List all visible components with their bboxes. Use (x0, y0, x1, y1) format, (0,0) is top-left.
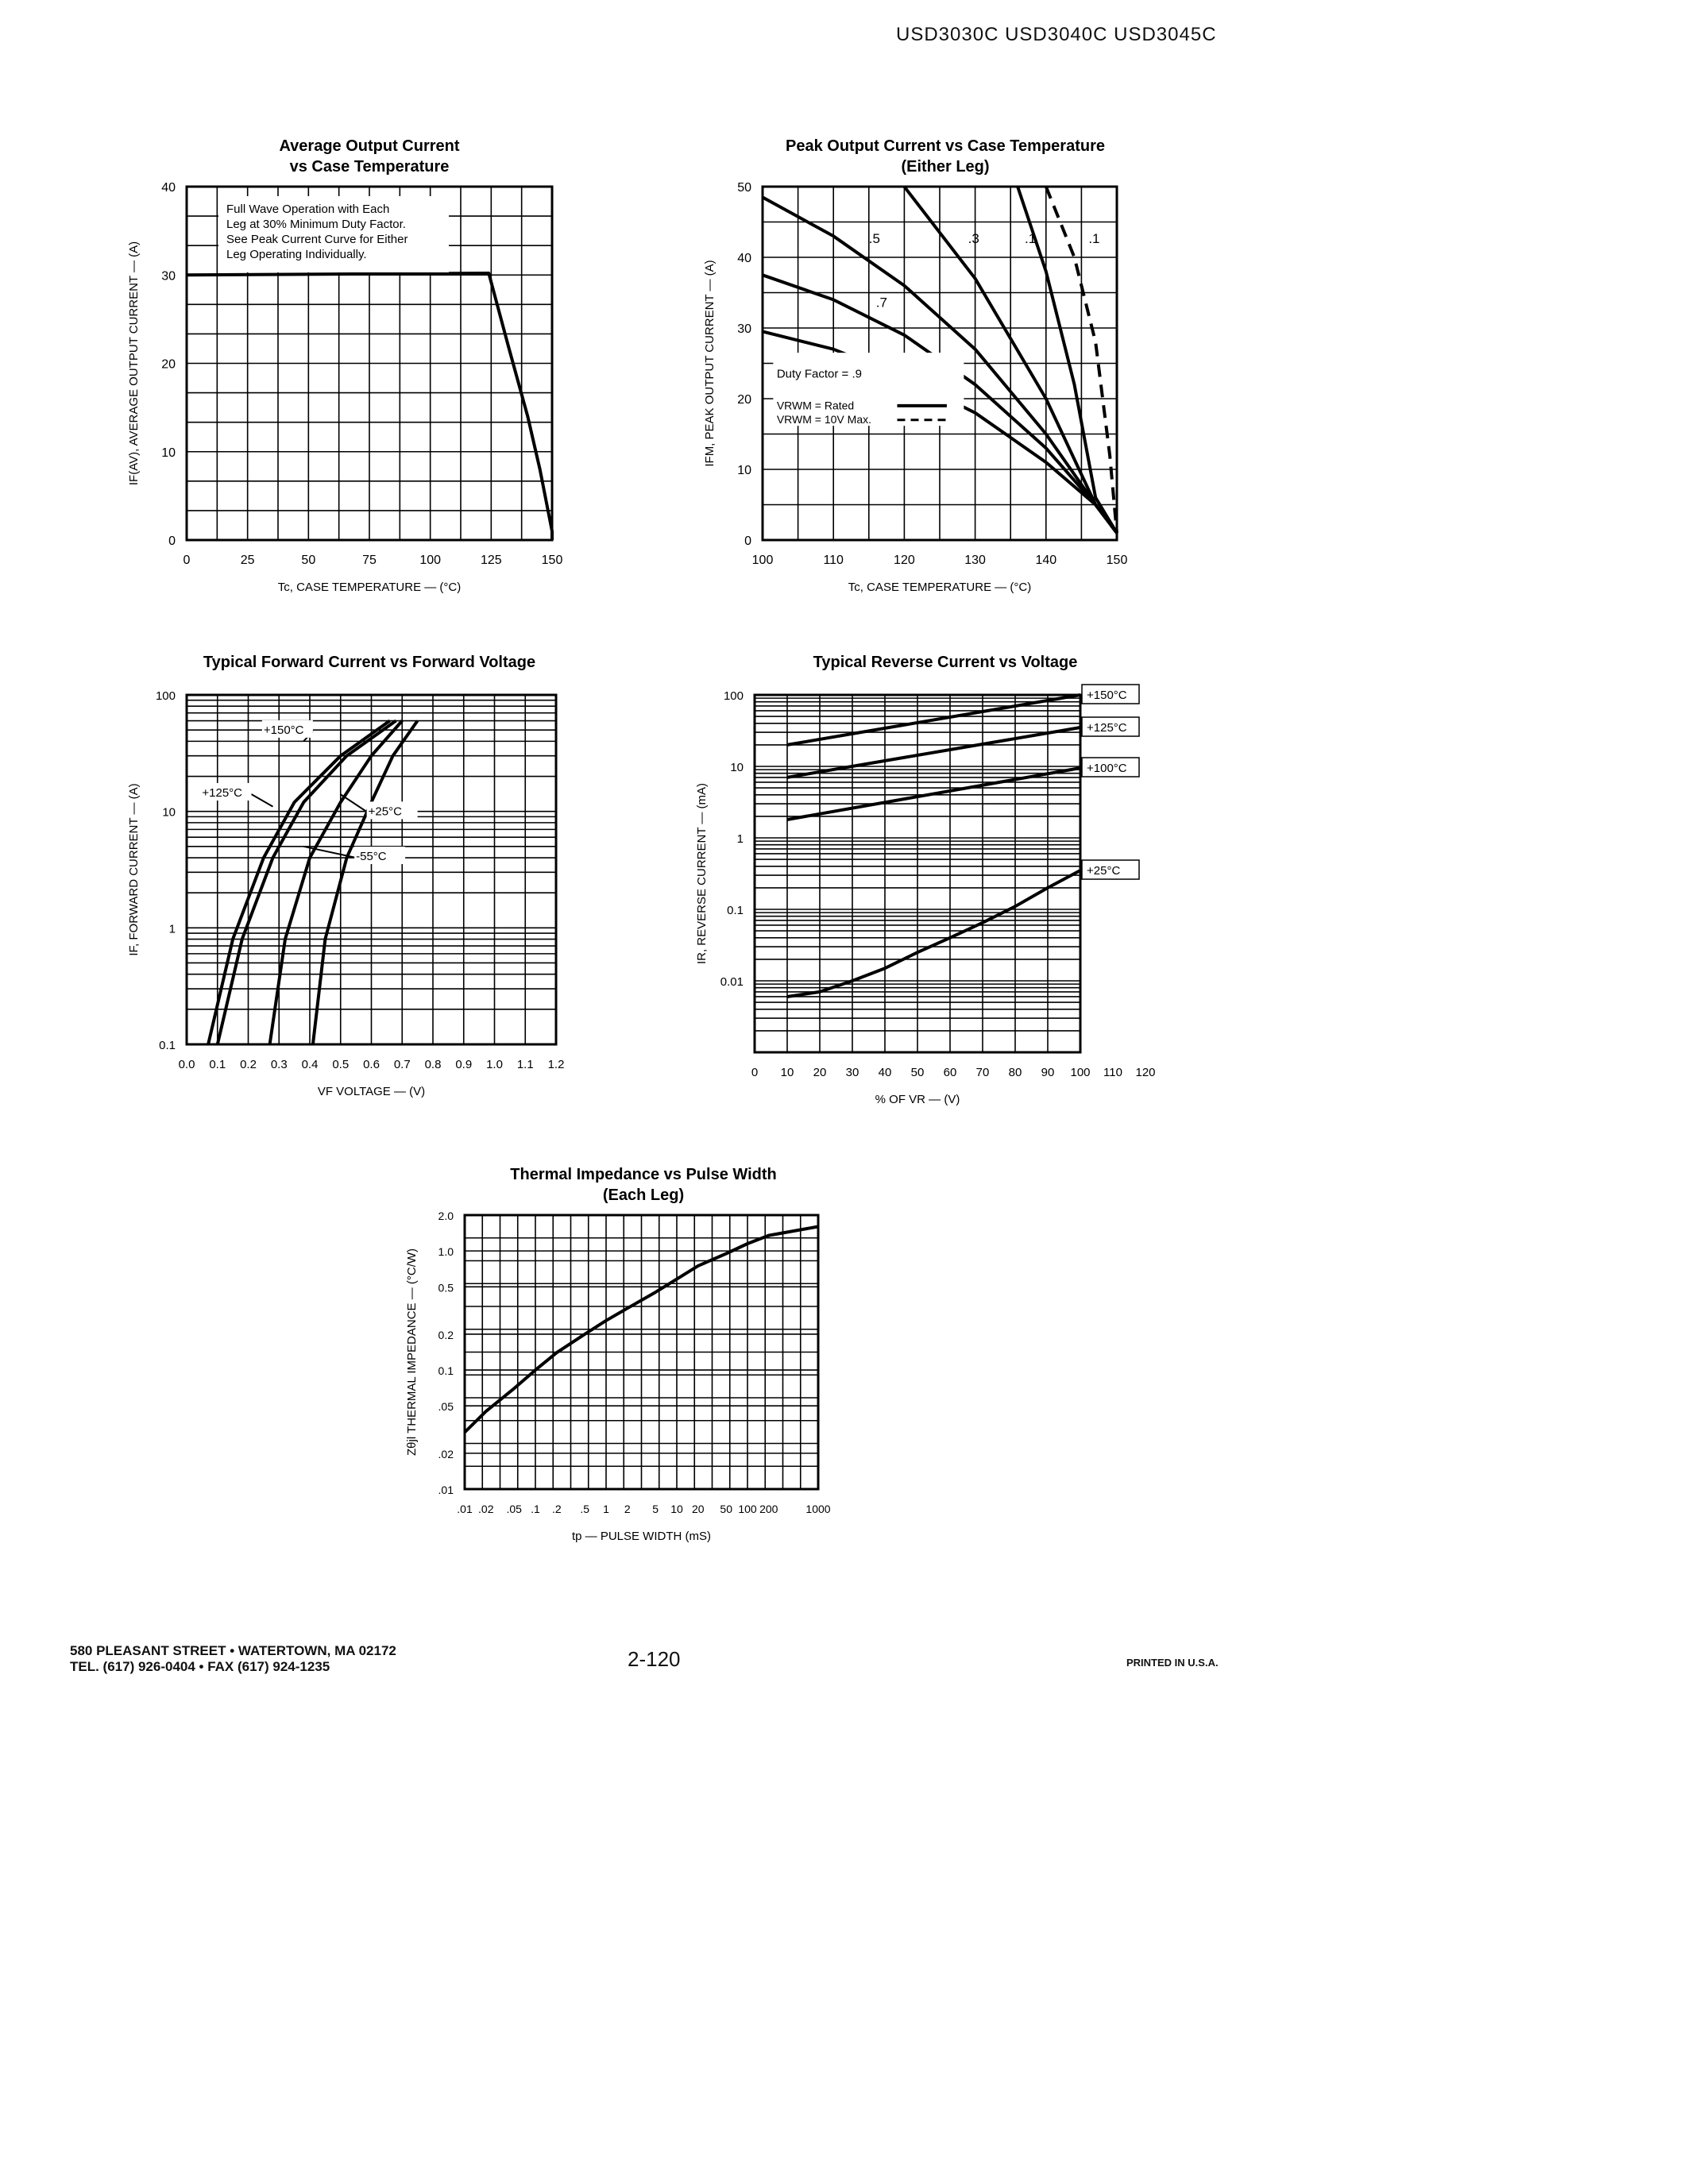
x-tick-label: .01 (457, 1503, 473, 1515)
x-tick-label: 0.0 (178, 1058, 195, 1071)
x-tick-label: 100 (419, 554, 442, 567)
x-axis-label: VF VOLTAGE — (V) (317, 1085, 426, 1098)
series-line (787, 870, 1080, 997)
y-tick-label: .02 (438, 1447, 454, 1461)
x-tick-label: 200 (759, 1503, 778, 1515)
series-label: +125°C (202, 785, 242, 800)
x-tick-label: 1.2 (547, 1058, 565, 1071)
x-tick-label: 10 (780, 1066, 794, 1079)
y-tick-label: 10 (161, 446, 176, 460)
chart-title: Average Output Current (279, 137, 460, 155)
x-tick-label: 10 (670, 1503, 683, 1515)
y-tick-label: 30 (161, 269, 176, 284)
series-label: +25°C (1087, 864, 1121, 878)
chart-title: Peak Output Current vs Case Temperature (786, 137, 1105, 155)
y-tick-label: 20 (161, 357, 176, 372)
y-tick-label: 0 (168, 534, 176, 548)
y-tick-label: 0.2 (438, 1328, 454, 1341)
x-tick-label: 70 (975, 1066, 990, 1079)
x-tick-label: 150 (541, 554, 563, 567)
x-tick-label: 0.2 (240, 1058, 257, 1071)
x-tick-label: 100 (751, 554, 774, 567)
x-tick-label: 90 (1041, 1066, 1055, 1079)
x-tick-label: .02 (478, 1503, 494, 1515)
x-tick-label: 50 (910, 1066, 925, 1079)
footer-printed: PRINTED IN U.S.A. (1126, 1657, 1219, 1669)
x-axis-label: tp — PULSE WIDTH (mS) (571, 1530, 712, 1543)
y-tick-label: 0.1 (438, 1364, 454, 1378)
series-line (787, 768, 1080, 820)
chart-title: Thermal Impedance vs Pulse Width (510, 1166, 777, 1183)
y-tick-label: 100 (155, 689, 176, 703)
x-tick-label: 0.5 (332, 1058, 350, 1071)
x-tick-label: 100 (1070, 1066, 1091, 1079)
y-axis-label: IF, FORWARD CURRENT — (A) (127, 783, 141, 956)
x-tick-label: 120 (894, 554, 915, 567)
curve-label: .5 (868, 231, 880, 247)
y-tick-label: 40 (161, 181, 176, 195)
x-axis-label: Tc, CASE TEMPERATURE — (°C) (848, 581, 1032, 594)
y-tick-label: 10 (737, 464, 751, 477)
footer-address-line1: 580 PLEASANT STREET • WATERTOWN, MA 02172 (70, 1643, 396, 1658)
x-tick-label: 120 (1135, 1066, 1156, 1079)
chart-title: Typical Reverse Current vs Voltage (813, 654, 1078, 671)
y-tick-label: 0.5 (438, 1281, 454, 1295)
x-axis-label: Tc, CASE TEMPERATURE — (°C) (277, 581, 462, 594)
curve-label: .1 (1025, 231, 1037, 247)
y-axis-label: IF(AV), AVERAGE OUTPUT CURRENT — (A) (127, 241, 141, 486)
chart-title: vs Case Temperature (289, 158, 450, 176)
x-tick-label: .05 (506, 1503, 522, 1515)
y-tick-label: 1 (736, 832, 744, 846)
footer-address-line2: TEL. (617) 926-0404 • FAX (617) 924-1235 (70, 1659, 330, 1674)
y-tick-label: 1.0 (438, 1245, 454, 1259)
part-numbers-header: USD3030C USD3040C USD3045C (896, 24, 1217, 45)
series-label: +100°C (1087, 762, 1127, 776)
x-tick-label: .1 (531, 1503, 540, 1515)
chart-reverse-current (695, 643, 1156, 1106)
x-tick-label: 130 (964, 554, 986, 567)
x-tick-label: 0 (751, 1066, 759, 1079)
x-tick-label: 0.4 (301, 1058, 319, 1071)
x-tick-label: 30 (845, 1066, 859, 1079)
note-text: Full Wave Operation with Each (226, 203, 390, 216)
chart-peak-output-current (699, 127, 1144, 604)
y-tick-label: 10 (730, 761, 744, 774)
x-axis-label: % OF VR — (V) (875, 1093, 960, 1106)
curve-label: .3 (968, 231, 979, 247)
x-tick-label: 50 (301, 554, 316, 567)
series-label: +150°C (1087, 689, 1127, 702)
y-tick-label: 40 (737, 252, 751, 265)
chart-forward-current (127, 643, 588, 1104)
x-tick-label: 0.7 (393, 1058, 411, 1071)
leader-line (251, 794, 272, 807)
y-axis-label: IR, REVERSE CURRENT — (mA) (695, 782, 709, 965)
series-line (218, 721, 396, 1045)
series-label: +125°C (1087, 721, 1127, 735)
x-tick-label: 1 (603, 1503, 609, 1515)
chart-average-output-current (127, 127, 588, 604)
x-tick-label: .5 (580, 1503, 590, 1515)
note-text: Leg Operating Individually. (226, 248, 367, 261)
y-tick-label: 2.0 (438, 1210, 454, 1222)
x-tick-label: 50 (720, 1503, 732, 1515)
x-tick-label: 140 (1035, 554, 1057, 567)
x-tick-label: 0.6 (363, 1058, 380, 1071)
y-tick-label: .01 (438, 1484, 454, 1496)
y-tick-label: 1 (168, 922, 176, 936)
x-tick-label: 150 (1106, 554, 1128, 567)
x-tick-label: 60 (943, 1066, 957, 1079)
y-tick-label: 30 (737, 322, 751, 336)
chart-title: (Either Leg) (901, 158, 990, 176)
y-tick-label: 0.1 (727, 904, 744, 917)
x-tick-label: 0 (183, 554, 191, 567)
x-tick-label: 1.1 (516, 1058, 534, 1071)
x-tick-label: 0.8 (424, 1058, 442, 1071)
x-tick-label: 0.3 (270, 1058, 288, 1071)
x-tick-label: 100 (738, 1503, 757, 1515)
x-tick-label: 75 (362, 554, 377, 567)
chart-thermal-impedance (397, 1156, 874, 1569)
x-tick-label: 1.0 (486, 1058, 503, 1071)
y-axis-label: Zθjl THERMAL IMPEDANCE — (°C/W) (405, 1248, 419, 1457)
x-tick-label: 20 (692, 1503, 705, 1515)
x-tick-label: 5 (652, 1503, 659, 1515)
curve-label: .1 (1088, 231, 1100, 247)
x-tick-label: 25 (240, 554, 255, 567)
series-label: -55°C (356, 849, 387, 863)
x-tick-label: 0.1 (209, 1058, 226, 1071)
series-label: +150°C (263, 723, 304, 737)
y-tick-label: 10 (162, 805, 176, 820)
chart-title: (Each Leg) (602, 1187, 685, 1204)
y-axis-label: IFM, PEAK OUTPUT CURRENT — (A) (703, 260, 717, 467)
y-tick-label: 0 (744, 534, 751, 548)
x-tick-label: .2 (551, 1503, 562, 1515)
note-text: See Peak Current Curve for Either (226, 233, 408, 246)
y-tick-label: 100 (723, 689, 744, 703)
legend-rated: VRWM = Rated (776, 399, 855, 412)
footer-page-number: 2-120 (628, 1647, 681, 1671)
legend-duty-factor: Duty Factor = .9 (776, 367, 862, 381)
x-tick-label: 80 (1008, 1066, 1022, 1079)
x-tick-label: 110 (823, 554, 844, 567)
legend-10v-max: VRWM = 10V Max. (776, 413, 872, 426)
y-tick-label: 50 (737, 181, 751, 195)
y-tick-label: 0.1 (159, 1039, 176, 1052)
footer-address (70, 1643, 396, 1675)
y-tick-label: .05 (438, 1400, 454, 1414)
chart-title: Typical Forward Current vs Forward Voltage (203, 654, 536, 671)
x-tick-label: 125 (480, 554, 502, 567)
y-tick-label: 0.01 (720, 975, 744, 989)
curve-label: .7 (875, 295, 887, 311)
x-tick-label: 40 (878, 1066, 892, 1079)
x-tick-label: 110 (1103, 1066, 1122, 1079)
x-tick-label: 0.9 (455, 1058, 473, 1071)
note-text: Leg at 30% Minimum Duty Factor. (226, 218, 406, 231)
x-tick-label: 20 (813, 1066, 827, 1079)
x-tick-label: 2 (624, 1503, 631, 1515)
x-tick-label: 1000 (805, 1503, 831, 1515)
leader-line (341, 794, 369, 812)
series-label: +25°C (368, 805, 402, 819)
y-tick-label: 20 (737, 393, 751, 407)
